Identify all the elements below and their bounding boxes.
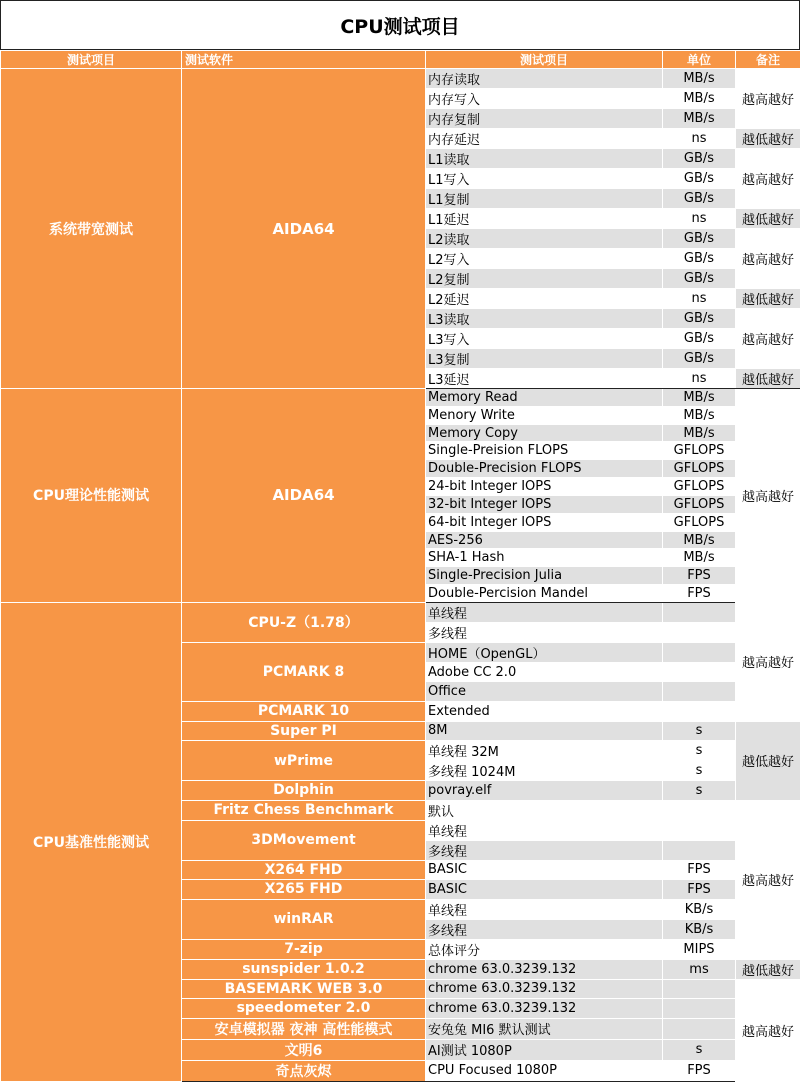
unit-cell: s (663, 781, 736, 801)
test-item-cell: Double-Precision FLOPS (426, 460, 663, 478)
test-item-cell: L2延迟 (426, 289, 663, 309)
unit-cell (663, 800, 736, 820)
cpu-test-table (0, 50, 800, 1082)
test-item-cell: 24-bit Integer IOPS (426, 478, 663, 496)
unit-cell: MB/s (663, 531, 736, 549)
category-cell: 系统带宽测试 (1, 69, 182, 389)
unit-cell (663, 840, 736, 860)
software-cell: 7-zip (182, 939, 426, 959)
unit-cell: GFLOPS (663, 495, 736, 513)
unit-cell (663, 702, 736, 722)
test-item-cell: L1写入 (426, 169, 663, 189)
test-item-cell: Single-Preision FLOPS (426, 442, 663, 460)
note-cell: 越高越好 (736, 229, 800, 289)
header-category: 测试项目 (1, 51, 182, 69)
test-item-cell: 内存复制 (426, 109, 663, 129)
unit-cell: GB/s (663, 309, 736, 329)
unit-cell (663, 979, 736, 999)
unit-cell: MB/s (663, 389, 736, 407)
test-item-cell: CPU Focused 1080P (426, 1060, 663, 1081)
test-item-cell: 安兔兔 MI6 默认测试 (426, 1018, 663, 1039)
unit-cell: s (663, 1039, 736, 1060)
software-cell: AIDA64 (182, 69, 426, 389)
unit-cell: GFLOPS (663, 442, 736, 460)
software-cell: sunspider 1.0.2 (182, 959, 426, 979)
unit-cell: s (663, 721, 736, 741)
unit-cell (663, 602, 736, 622)
test-item-cell: L2读取 (426, 229, 663, 249)
test-item-cell: 32-bit Integer IOPS (426, 495, 663, 513)
software-cell: PCMARK 10 (182, 702, 426, 722)
test-item-cell: HOME（OpenGL） (426, 642, 663, 662)
software-cell: speedometer 2.0 (182, 999, 426, 1019)
unit-cell: MB/s (663, 549, 736, 567)
test-item-cell: 多线程 (426, 840, 663, 860)
note-cell: 越低越好 (736, 959, 800, 979)
software-cell: winRAR (182, 899, 426, 939)
note-cell: 越低越好 (736, 721, 800, 800)
unit-cell: FPS (663, 1060, 736, 1081)
table-row (1, 389, 800, 407)
unit-cell: GB/s (663, 329, 736, 349)
category-cell: CPU基准性能测试 (1, 602, 182, 1081)
test-item-cell: 内存写入 (426, 89, 663, 109)
test-item-cell: Memory Copy (426, 424, 663, 442)
note-cell: 越低越好 (736, 289, 800, 309)
test-item-cell: Memory Read (426, 389, 663, 407)
test-item-cell: L3复制 (426, 349, 663, 369)
unit-cell: MB/s (663, 406, 736, 424)
unit-cell: MB/s (663, 109, 736, 129)
unit-cell: GB/s (663, 149, 736, 169)
software-cell: wPrime (182, 741, 426, 781)
test-item-cell: AES-256 (426, 531, 663, 549)
software-cell: Fritz Chess Benchmark (182, 800, 426, 820)
test-item-cell: chrome 63.0.3239.132 (426, 979, 663, 999)
unit-cell: MB/s (663, 89, 736, 109)
test-item-cell: 单线程 32M (426, 741, 663, 761)
software-cell: X264 FHD (182, 860, 426, 880)
unit-cell: GB/s (663, 349, 736, 369)
test-item-cell: 单线程 (426, 820, 663, 840)
test-item-cell: 单线程 (426, 602, 663, 622)
header-test: 测试项目 (426, 51, 663, 69)
unit-cell: KB/s (663, 919, 736, 939)
unit-cell (663, 682, 736, 702)
note-cell: 越低越好 (736, 369, 800, 389)
table-header-row (1, 51, 800, 69)
test-item-cell: chrome 63.0.3239.132 (426, 999, 663, 1019)
test-item-cell: Adobe CC 2.0 (426, 662, 663, 682)
test-item-cell: L3延迟 (426, 369, 663, 389)
unit-cell: ms (663, 959, 736, 979)
test-item-cell: 总体评分 (426, 939, 663, 959)
software-cell: Dolphin (182, 781, 426, 801)
test-item-cell: Extended (426, 702, 663, 722)
test-item-cell: L3写入 (426, 329, 663, 349)
unit-cell: KB/s (663, 899, 736, 919)
note-cell: 越高越好 (736, 309, 800, 369)
unit-cell: FPS (663, 567, 736, 585)
page-title: CPU测试项目 (0, 0, 800, 50)
unit-cell: GB/s (663, 189, 736, 209)
test-item-cell: L1复制 (426, 189, 663, 209)
note-cell: 越低越好 (736, 129, 800, 149)
software-cell: 文明6 (182, 1039, 426, 1060)
unit-cell: ns (663, 209, 736, 229)
table-row (1, 602, 800, 622)
unit-cell (663, 999, 736, 1019)
test-item-cell: povray.elf (426, 781, 663, 801)
test-item-cell: Single-Precision Julia (426, 567, 663, 585)
test-item-cell: 单线程 (426, 899, 663, 919)
test-item-cell: 8M (426, 721, 663, 741)
test-item-cell: Menory Write (426, 406, 663, 424)
unit-cell: s (663, 741, 736, 761)
software-cell: 3DMovement (182, 820, 426, 860)
test-item-cell: Office (426, 682, 663, 702)
header-note: 备注 (736, 51, 800, 69)
test-item-cell: BASIC (426, 880, 663, 900)
note-cell: 越高越好 (736, 602, 800, 721)
unit-cell: GB/s (663, 269, 736, 289)
software-cell: AIDA64 (182, 389, 426, 603)
unit-cell: GFLOPS (663, 478, 736, 496)
test-item-cell: AI测试 1080P (426, 1039, 663, 1060)
software-cell: PCMARK 8 (182, 642, 426, 701)
test-item-cell: 默认 (426, 800, 663, 820)
header-unit: 单位 (663, 51, 736, 69)
test-item-cell: Double-Percision Mandel (426, 585, 663, 603)
note-cell: 越低越好 (736, 209, 800, 229)
test-item-cell: L2复制 (426, 269, 663, 289)
test-item-cell: 内存延迟 (426, 129, 663, 149)
test-item-cell: SHA-1 Hash (426, 549, 663, 567)
test-item-cell: L2写入 (426, 249, 663, 269)
test-item-cell: BASIC (426, 860, 663, 880)
unit-cell: GB/s (663, 249, 736, 269)
unit-cell: ns (663, 369, 736, 389)
header-software: 测试软件 (182, 51, 426, 69)
unit-cell (663, 820, 736, 840)
unit-cell: GFLOPS (663, 460, 736, 478)
unit-cell (663, 1018, 736, 1039)
unit-cell: GFLOPS (663, 513, 736, 531)
test-item-cell: 多线程 1024M (426, 761, 663, 781)
note-cell: 越高越好 (736, 979, 800, 1081)
test-item-cell: L1读取 (426, 149, 663, 169)
unit-cell: GB/s (663, 229, 736, 249)
software-cell: X265 FHD (182, 880, 426, 900)
test-item-cell: 多线程 (426, 919, 663, 939)
test-item-cell: chrome 63.0.3239.132 (426, 959, 663, 979)
software-cell: 奇点灰烬 (182, 1060, 426, 1081)
note-cell: 越高越好 (736, 149, 800, 209)
unit-cell: MB/s (663, 69, 736, 89)
test-item-cell: 多线程 (426, 622, 663, 642)
software-cell: Super PI (182, 721, 426, 741)
test-item-cell: 64-bit Integer IOPS (426, 513, 663, 531)
software-cell: 安卓模拟器 夜神 高性能模式 (182, 1018, 426, 1039)
category-cell: CPU理论性能测试 (1, 389, 182, 603)
table-row (1, 69, 800, 89)
software-cell: CPU-Z（1.78） (182, 602, 426, 642)
unit-cell: GB/s (663, 169, 736, 189)
unit-cell: s (663, 761, 736, 781)
unit-cell: ns (663, 129, 736, 149)
unit-cell: FPS (663, 585, 736, 603)
note-cell: 越高越好 (736, 800, 800, 959)
unit-cell: ns (663, 289, 736, 309)
test-item-cell: L3读取 (426, 309, 663, 329)
unit-cell: FPS (663, 860, 736, 880)
test-item-cell: L1延迟 (426, 209, 663, 229)
note-cell: 越高越好 (736, 389, 800, 603)
unit-cell (663, 642, 736, 662)
software-cell: BASEMARK WEB 3.0 (182, 979, 426, 999)
unit-cell (663, 622, 736, 642)
unit-cell (663, 662, 736, 682)
unit-cell: MIPS (663, 939, 736, 959)
note-cell: 越高越好 (736, 69, 800, 129)
test-item-cell: 内存读取 (426, 69, 663, 89)
unit-cell: FPS (663, 880, 736, 900)
unit-cell: MB/s (663, 424, 736, 442)
